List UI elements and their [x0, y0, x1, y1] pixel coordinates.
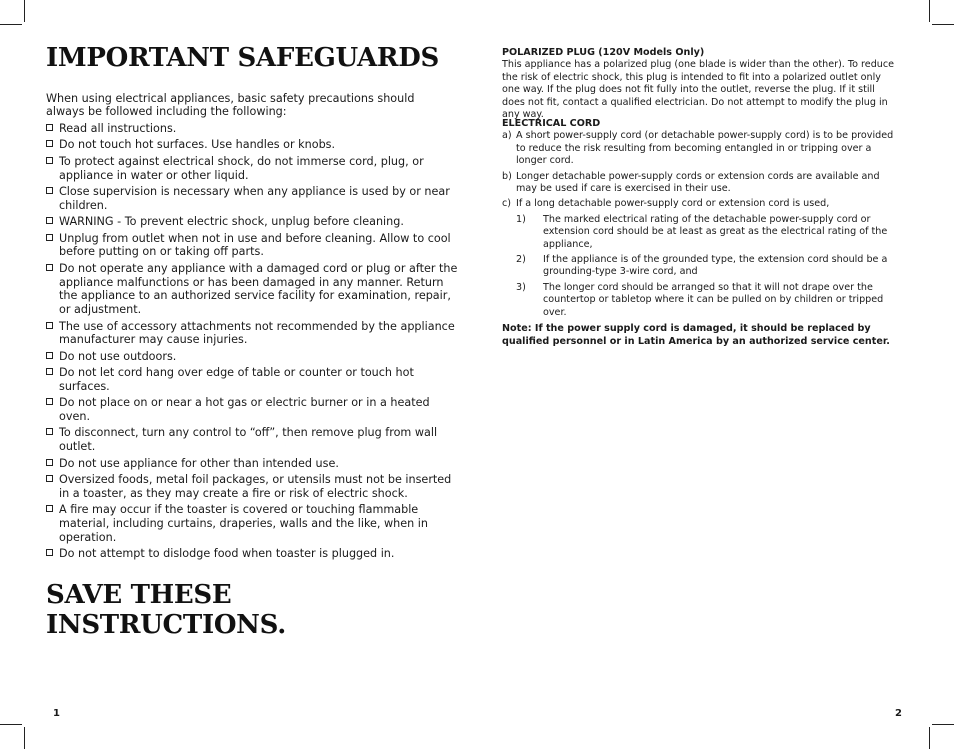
checkbox-bullet-icon: [46, 475, 53, 482]
safeguard-text: Do not attempt to dislodge food when toaster is plugged in.: [59, 547, 395, 561]
cord-subitem-3: [516, 282, 898, 319]
safeguard-text: Read all instructions.: [59, 122, 177, 135]
safeguard-text: Do not use outdoors.: [59, 349, 177, 363]
subitem-label: 2): [516, 254, 526, 266]
safeguard-item: [46, 138, 460, 152]
item-text: Longer detachable power-supply cords or extension cords are available and may be used if care is exercised in their use.: [516, 170, 880, 195]
electrical-cord-section: [502, 118, 898, 348]
safeguard-item: [46, 155, 460, 183]
checkbox-bullet-icon: [46, 368, 53, 375]
electrical-cord-heading: ELECTRICAL CORD: [502, 118, 601, 129]
checkbox-bullet-icon: [46, 157, 53, 164]
safeguard-text: Unplug from outlet when not in use and before cleaning. Allow to cool before putting on or taking off parts.: [59, 231, 451, 259]
safeguard-item: [46, 232, 460, 260]
cord-subitem-1: [516, 214, 898, 251]
checkbox-bullet-icon: [46, 217, 53, 224]
intro-text: When using electrical appliances, basic safety precautions should always be followed including the following:: [46, 92, 415, 118]
checkbox-bullet-icon: [46, 549, 53, 556]
safeguard-item: [46, 503, 460, 544]
damaged-cord-note: Note: If the power supply cord is damaged, it should be replaced by qualified personnel or in Latin America by an authorized service center.: [502, 323, 890, 347]
safeguard-text: Oversized foods, metal foil packages, or utensils must not be inserted in a toaster, as they may create a fire or risk of electric shock.: [59, 473, 452, 500]
checkbox-bullet-icon: [46, 234, 53, 241]
subitem-label: 3): [516, 281, 526, 293]
item-label: b): [502, 170, 512, 182]
item-label: a): [502, 130, 512, 142]
safeguard-item: [46, 473, 460, 501]
subitem-text: If the appliance is of the grounded type, the extension cord should be a grounding-type 3-wire cord, and: [543, 254, 888, 278]
safeguard-text: Do not touch hot surfaces. Use handles or knobs.: [59, 138, 336, 152]
checkbox-bullet-icon: [46, 352, 53, 359]
subitem-label: 1): [516, 213, 526, 225]
safeguard-item: [46, 122, 460, 136]
safeguard-text: Do not use appliance for other than intended use.: [59, 456, 339, 470]
right-page: [477, 0, 954, 749]
safeguard-item: [46, 396, 460, 424]
safeguard-text: To protect against electrical shock, do not immerse cord, plug, or appliance in water or other liquid.: [59, 154, 424, 182]
checkbox-bullet-icon: [46, 140, 53, 147]
checkbox-bullet-icon: [46, 187, 53, 194]
checkbox-bullet-icon: [46, 124, 53, 131]
safeguard-text: To disconnect, turn any control to “off”, then remove plug from wall outlet.: [59, 426, 438, 454]
safeguard-item: [46, 320, 460, 348]
checkbox-bullet-icon: [46, 459, 53, 466]
safeguard-text: Do not operate any appliance with a damaged cord or plug or after the appliance malfunctions or has been damaged in any manner. Return the appliance to an authorized service facility for examination, repair, or adjustment.: [59, 261, 458, 317]
cord-item-c: [502, 198, 898, 210]
safeguard-item: [46, 457, 460, 471]
item-label: c): [502, 198, 512, 210]
safeguard-text: The use of accessory attachments not recommended by the appliance manufacturer may cause injuries.: [59, 319, 455, 347]
safeguard-list: [46, 122, 460, 564]
safeguard-text: A fire may occur if the toaster is covered or touching flammable material, including curtains, draperies, walls and the like, when in operation.: [59, 503, 428, 544]
closing-heading: SAVE THESE INSTRUCTIONS.: [46, 580, 286, 640]
checkbox-bullet-icon: [46, 398, 53, 405]
safeguard-item: [46, 547, 460, 561]
subitem-text: The longer cord should be arranged so that it will not drape over the countertop or tabletop where it can be pulled on by children or tripped over.: [543, 281, 884, 318]
page-number: 1: [53, 708, 60, 719]
polarized-plug-text: This appliance has a polarized plug (one blade is wider than the other). To reduce the risk of electric shock, this plug is intended to fit into a polarized outlet only one way. If the plug does not fit fully into the outlet, reverse the plug. If it still does not fit, contact a qualified electrician. Do not attempt to modify the plug in any way.: [502, 59, 895, 121]
polarized-plug-section: [502, 47, 898, 121]
subitem-text: The marked electrical rating of the detachable power-supply cord or extension cord should be at least as great as the electrical rating of the appliance,: [543, 213, 888, 250]
safeguard-item: [46, 366, 460, 394]
polarized-plug-heading: POLARIZED PLUG (120V Models Only): [502, 47, 705, 58]
safeguard-item: [46, 426, 460, 454]
page-number: 2: [895, 708, 902, 719]
cord-item-a: [502, 130, 898, 167]
item-text: If a long detachable power-supply cord or extension cord is used,: [516, 198, 830, 210]
safeguard-text: Do not let cord hang over edge of table or counter or touch hot surfaces.: [59, 366, 414, 393]
cord-subitem-2: [516, 254, 898, 279]
safeguard-item: [46, 262, 460, 317]
safeguard-item: [46, 185, 460, 213]
item-text: A short power-supply cord (or detachable power-supply cord) is to be provided to reduce the risk resulting from becoming entangled in or tripping over a longer cord.: [516, 130, 894, 167]
checkbox-bullet-icon: [46, 428, 53, 435]
checkbox-bullet-icon: [46, 322, 53, 329]
safeguard-item: [46, 215, 460, 229]
safeguard-text: WARNING - To prevent electric shock, unplug before cleaning.: [59, 215, 404, 229]
safeguard-text: Do not place on or near a hot gas or electric burner or in a heated oven.: [59, 396, 430, 424]
cord-item-b: [502, 171, 898, 196]
checkbox-bullet-icon: [46, 264, 53, 271]
checkbox-bullet-icon: [46, 505, 53, 512]
safeguard-text: Close supervision is necessary when any appliance is used by or near children.: [59, 184, 450, 212]
safeguard-item: [46, 350, 460, 364]
page-title: IMPORTANT SAFEGUARDS: [46, 43, 439, 73]
